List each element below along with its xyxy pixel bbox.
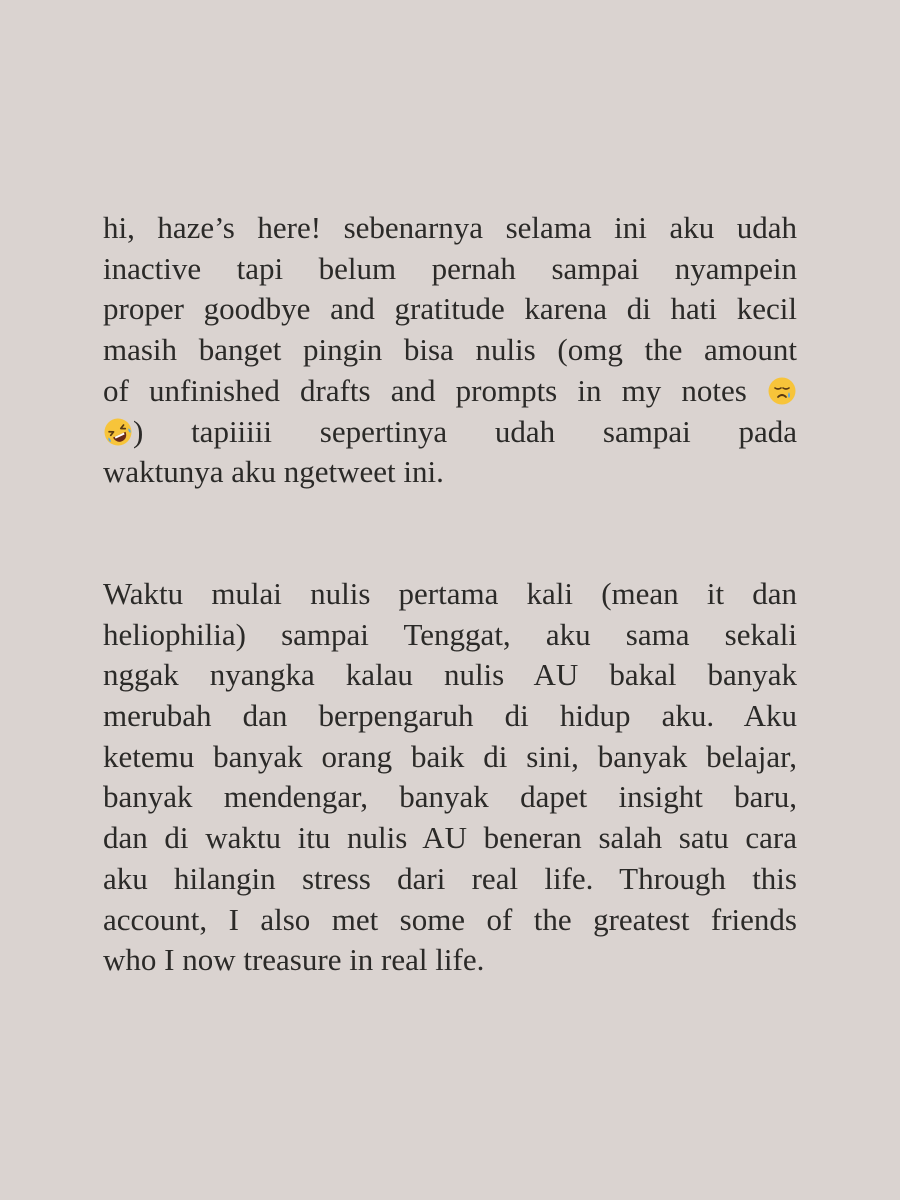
rolling-on-floor-laughing-icon: [103, 417, 133, 447]
crying-face-icon: [767, 376, 797, 406]
text-line: account, I also met some of the greatest friends: [103, 901, 797, 937]
text-line: proper goodbye and gratitude karena di hati kecil: [103, 291, 797, 327]
text-line: who I now treasure in real life.: [103, 942, 485, 978]
text-line: banyak mendengar, banyak dapet insight baru,: [103, 779, 797, 815]
text-line: inactive tapi belum pernah sampai nyampein: [103, 250, 797, 286]
paragraph-1: [103, 208, 797, 493]
text-line: merubah dan berpengaruh di hidup aku. Aku: [103, 698, 797, 734]
text-line: Waktu mulai nulis pertama kali (mean it dan: [103, 575, 797, 611]
text-line-with-emoji: [103, 412, 797, 453]
text-line: aku hilangin stress dari real life. Through this: [103, 860, 797, 896]
text-segment: ) tapiiiii sepertinya udah sampai pada: [133, 413, 797, 449]
text-line: masih banget pingin bisa nulis (omg the amount: [103, 332, 797, 368]
text-line: heliophilia) sampai Tenggat, aku sama sekali: [103, 616, 797, 652]
paragraph-gap: [103, 493, 797, 574]
text-line: dan di waktu itu nulis AU beneran salah satu cara: [103, 820, 797, 856]
text-line: waktunya aku ngetweet ini.: [103, 454, 444, 490]
text-line: ketemu banyak orang baik di sini, banyak belajar,: [103, 738, 797, 774]
note-page: [103, 208, 797, 981]
text-line: nggak nyangka kalau nulis AU bakal banyak: [103, 657, 797, 693]
text-segment: of unfinished drafts and prompts in my notes: [103, 372, 747, 408]
text-line-with-emoji: [103, 371, 797, 412]
text-line: hi, haze’s here! sebenarnya selama ini aku udah: [103, 210, 797, 245]
paragraph-2: [103, 574, 797, 981]
